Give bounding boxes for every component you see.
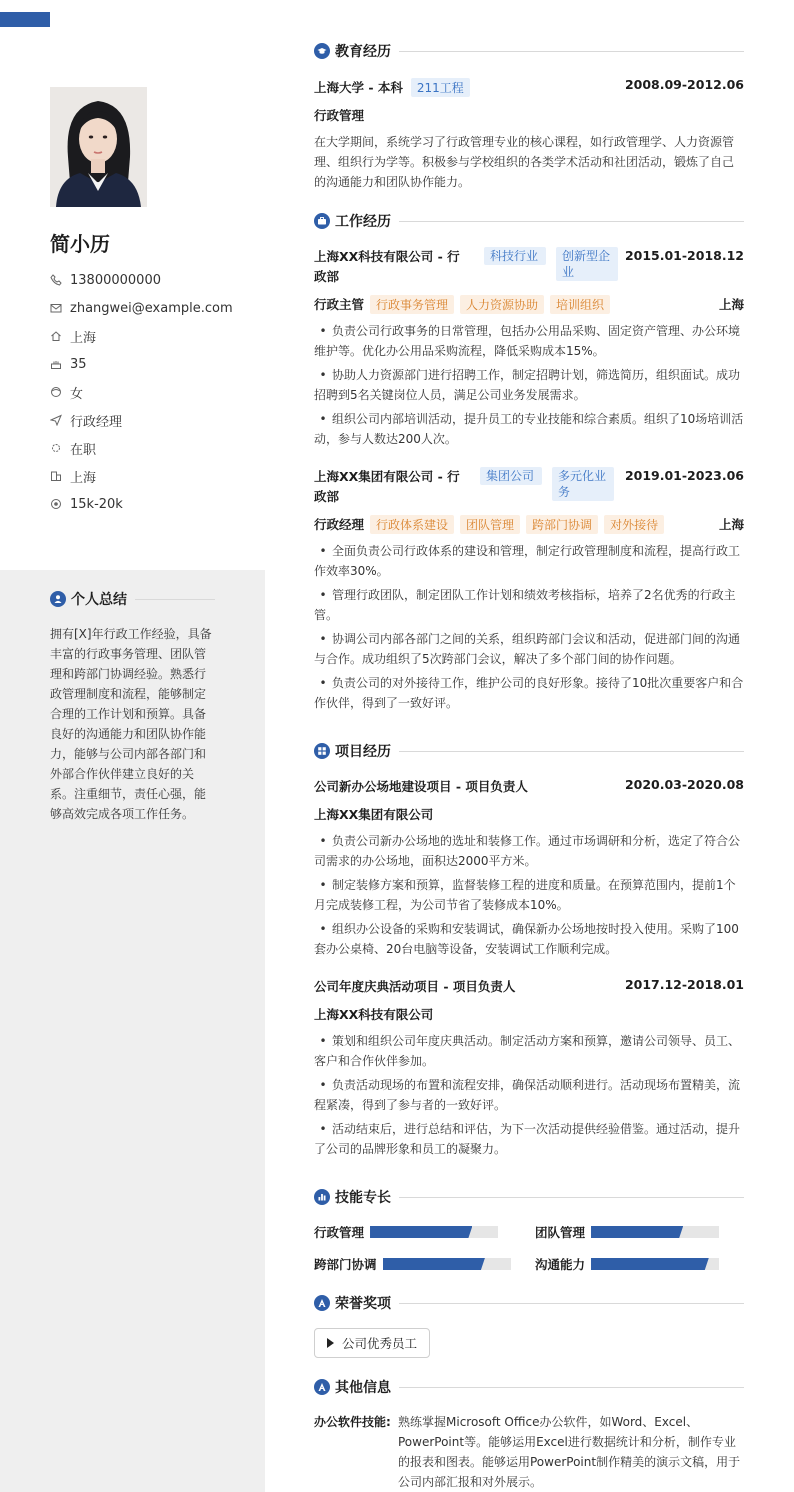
list-item: • 管理行政团队，制定团队工作计划和绩效考核指标，培养了2名优秀的行政主管。	[314, 588, 736, 622]
status-icon	[50, 442, 62, 454]
play-icon	[327, 1338, 334, 1348]
info-phone-text: 13800000000	[70, 272, 161, 288]
skill-bar-fill	[383, 1258, 485, 1270]
info-icon	[314, 1379, 330, 1395]
job-role: 行政主管	[314, 297, 365, 312]
skill-bar-fill	[591, 1226, 683, 1238]
job-skill-tag: 行政事务管理	[370, 295, 454, 314]
honor-item	[314, 1328, 430, 1358]
job-header-row	[314, 467, 744, 507]
info-age	[50, 350, 233, 378]
list-item: • 全面负责公司行政体系的建设和管理，制定行政管理制度和流程，提高行政工作效率30%。	[314, 544, 741, 578]
list-item: • 组织公司内部培训活动，提升员工的专业技能和综合素质。组织了10场培训活动，参与人数达200人次。	[314, 412, 744, 446]
gender-icon	[50, 386, 62, 398]
job-role: 行政经理	[314, 517, 365, 532]
education-date: 2008.09-2012.06	[624, 77, 744, 92]
info-position-text: 行政经理	[70, 414, 123, 430]
job-tag: 科技行业	[484, 247, 546, 265]
job-skill-tag: 团队管理	[460, 515, 520, 534]
list-item: • 活动结束后，进行总结和评估，为下一次活动提供经验借鉴。通过活动，提升了公司的品牌形象和员工的凝聚力。	[314, 1122, 741, 1156]
job-header-row	[314, 247, 744, 287]
section-divider	[135, 599, 215, 600]
other-title: 其他信息	[335, 1380, 391, 1396]
work-heading	[314, 211, 744, 231]
job-skill-tag: 行政体系建设	[370, 515, 454, 534]
home-icon	[50, 330, 62, 342]
info-city	[50, 462, 233, 490]
contact-info-list	[50, 266, 233, 518]
info-age-text: 35	[70, 356, 87, 372]
job-company: 上海XX集团有限公司 - 行政部	[314, 469, 460, 504]
list-item: • 组织办公设备的采购和安装调试，确保新办公场地按时投入使用。采购了100套办公桌椅、20台电脑等设备，安装调试工作顺利完成。	[314, 922, 739, 956]
info-city-text: 上海	[70, 470, 97, 486]
project-name: 公司年度庆典活动项目 - 项目负责人	[314, 979, 516, 994]
project-name: 公司新办公场地建设项目 - 项目负责人	[314, 779, 528, 794]
skill-item	[314, 1255, 511, 1273]
other-text: 熟练掌握Microsoft Office办公软件，如Word、Excel、PowerPoint等。能够运用Excel进行数据统计和分析，制作专业的报表和图表。能够运用PowerPoint制作精美的演示文稿，用于公司内部汇报和对外展示。	[398, 1415, 741, 1489]
education-heading	[314, 41, 744, 61]
project-header-row	[314, 777, 744, 795]
education-title: 教育经历	[335, 44, 391, 60]
skill-item	[535, 1255, 719, 1273]
phone-icon	[50, 274, 62, 286]
list-item: • 负责公司新办公场地的选址和装修工作。通过市场调研和分析，选定了符合公司需求的办公场地，面积达2000平方米。	[314, 834, 741, 868]
project-company-row	[314, 805, 744, 823]
info-status	[50, 434, 233, 462]
job-skill-tag: 跨部门协调	[526, 515, 598, 534]
skills-title: 技能专长	[335, 1190, 391, 1206]
skill-bar	[383, 1258, 511, 1270]
graduation-cap-icon	[314, 43, 330, 59]
skill-item	[314, 1223, 498, 1241]
info-home-text: 上海	[70, 330, 97, 346]
education-major: 行政管理	[314, 108, 365, 123]
honor-text: 公司优秀员工	[342, 1336, 418, 1351]
job-date: 2015.01-2018.12	[624, 248, 744, 263]
skill-bar-fill	[591, 1258, 709, 1270]
project-bullets	[314, 831, 744, 963]
section-divider	[399, 51, 744, 52]
projects-heading	[314, 741, 744, 761]
grid-icon	[314, 743, 330, 759]
education-header-row	[314, 77, 744, 97]
education-tag: 211工程	[411, 78, 470, 97]
project-bullets	[314, 1031, 744, 1163]
list-item: • 协调公司内部各部门之间的关系，组织跨部门会议和活动，促进部门间的沟通与合作。成功组织了5次跨部门会议，解决了多个部门间的协作问题。	[314, 632, 741, 666]
profile-name: 简小历	[50, 232, 110, 256]
info-status-text: 在职	[70, 442, 97, 458]
summary-heading	[50, 589, 215, 609]
other-heading	[314, 1377, 744, 1397]
mail-icon	[50, 302, 62, 314]
education-desc: 在大学期间，系统学习了行政管理专业的核心课程，如行政管理学、人力资源管理、组织行为学等。积极参与学校组织的各类学术活动和社团活动，锻炼了自己的沟通能力和团队协作能力。	[314, 135, 735, 189]
other-label: 办公软件技能:	[314, 1415, 391, 1429]
job-city: 上海	[718, 517, 744, 532]
job-date: 2019.01-2023.06	[624, 468, 744, 483]
info-salary-text: 15k-20k	[70, 496, 123, 512]
info-email	[50, 294, 233, 322]
bar-chart-icon	[314, 1189, 330, 1205]
project-company-row	[314, 1005, 744, 1023]
info-email-text: zhangwei@example.com	[70, 300, 233, 316]
info-phone	[50, 266, 233, 294]
job-skill-tag: 人力资源协助	[460, 295, 544, 314]
info-salary	[50, 490, 233, 518]
other-row	[314, 1412, 744, 1492]
project-date: 2017.12-2018.01	[624, 977, 744, 992]
project-company: 上海XX科技有限公司	[314, 1007, 434, 1022]
age-icon	[50, 358, 62, 370]
position-icon	[50, 414, 62, 426]
education-major-row	[314, 106, 744, 124]
skill-bar	[591, 1226, 719, 1238]
job-city: 上海	[718, 297, 744, 312]
job-tag: 创新型企业	[556, 247, 618, 281]
skill-name: 沟通能力	[535, 1257, 586, 1272]
section-divider	[399, 221, 744, 222]
job-company: 上海XX科技有限公司 - 行政部	[314, 249, 460, 284]
project-date: 2020.03-2020.08	[624, 777, 744, 792]
skill-name: 团队管理	[535, 1225, 586, 1240]
job-bullets	[314, 541, 744, 717]
job-bullets	[314, 321, 744, 453]
project-company: 上海XX集团有限公司	[314, 807, 434, 822]
job-role-row	[314, 514, 744, 534]
projects-title: 项目经历	[335, 744, 391, 760]
city-icon	[50, 470, 62, 482]
skill-bar	[591, 1258, 719, 1270]
briefcase-icon	[314, 213, 330, 229]
honors-heading	[314, 1293, 744, 1313]
info-gender-text: 女	[70, 386, 84, 402]
skill-bar	[370, 1226, 498, 1238]
list-item: • 负责公司行政事务的日常管理，包括办公用品采购、固定资产管理、办公环境维护等。优化办公用品采购流程，降低采购成本15%。	[314, 324, 741, 358]
skill-item	[535, 1223, 719, 1241]
section-divider	[399, 1303, 744, 1304]
summary-text: 拥有[X]年行政工作经验，具备丰富的行政事务管理、团队管理和跨部门协调经验。熟悉行政管理制度和流程，能够制定合理的工作计划和预算。具备良好的沟通能力和团队协作能力，能够与公司内部各部门和外部合作伙伴建立良好的关系。注重细节，责任心强，能够高效完成各项工作任务。	[50, 627, 212, 821]
award-icon	[314, 1295, 330, 1311]
person-icon	[50, 591, 66, 607]
job-skill-tag: 对外接待	[604, 515, 664, 534]
section-divider	[399, 751, 744, 752]
profile-photo	[50, 87, 147, 207]
info-gender	[50, 378, 233, 406]
education-school: 上海大学 - 本科	[314, 80, 403, 95]
list-item: • 制定装修方案和预算，监督装修工程的进度和质量。在预算范围内，提前1个月完成装修工程，为公司节省了装修成本10%。	[314, 878, 736, 912]
section-divider	[399, 1387, 744, 1388]
skill-name: 跨部门协调	[314, 1257, 377, 1272]
job-tag: 集团公司	[480, 467, 542, 485]
list-item: • 策划和组织公司年度庆典活动。制定活动方案和预算，邀请公司领导、员工、客户和合作伙伴参加。	[314, 1034, 741, 1068]
project-header-row	[314, 977, 744, 995]
honors-title: 荣誉奖项	[335, 1296, 391, 1312]
skill-bar-fill	[370, 1226, 472, 1238]
skills-heading	[314, 1187, 744, 1207]
section-divider	[399, 1197, 744, 1198]
job-tag: 多元化业务	[552, 467, 614, 501]
list-item: • 协助人力资源部门进行招聘工作，制定招聘计划，筛选简历，组织面试。成功招聘到5名关键岗位人员，满足公司业务发展需求。	[314, 368, 741, 402]
job-role-row	[314, 294, 744, 314]
salary-icon	[50, 498, 62, 510]
info-position	[50, 406, 233, 434]
list-item: • 负责活动现场的布置和流程安排，确保活动顺利进行。活动现场布置精美，流程紧凑，得到了参与者的一致好评。	[314, 1078, 741, 1112]
list-item: • 负责公司的对外接待工作，维护公司的良好形象。接待了10批次重要客户和合作伙伴，得到了一致好评。	[314, 676, 744, 710]
summary-title: 个人总结	[71, 592, 127, 608]
work-title: 工作经历	[335, 214, 391, 230]
info-home	[50, 322, 233, 350]
job-skill-tag: 培训组织	[550, 295, 610, 314]
skill-name: 行政管理	[314, 1225, 365, 1240]
